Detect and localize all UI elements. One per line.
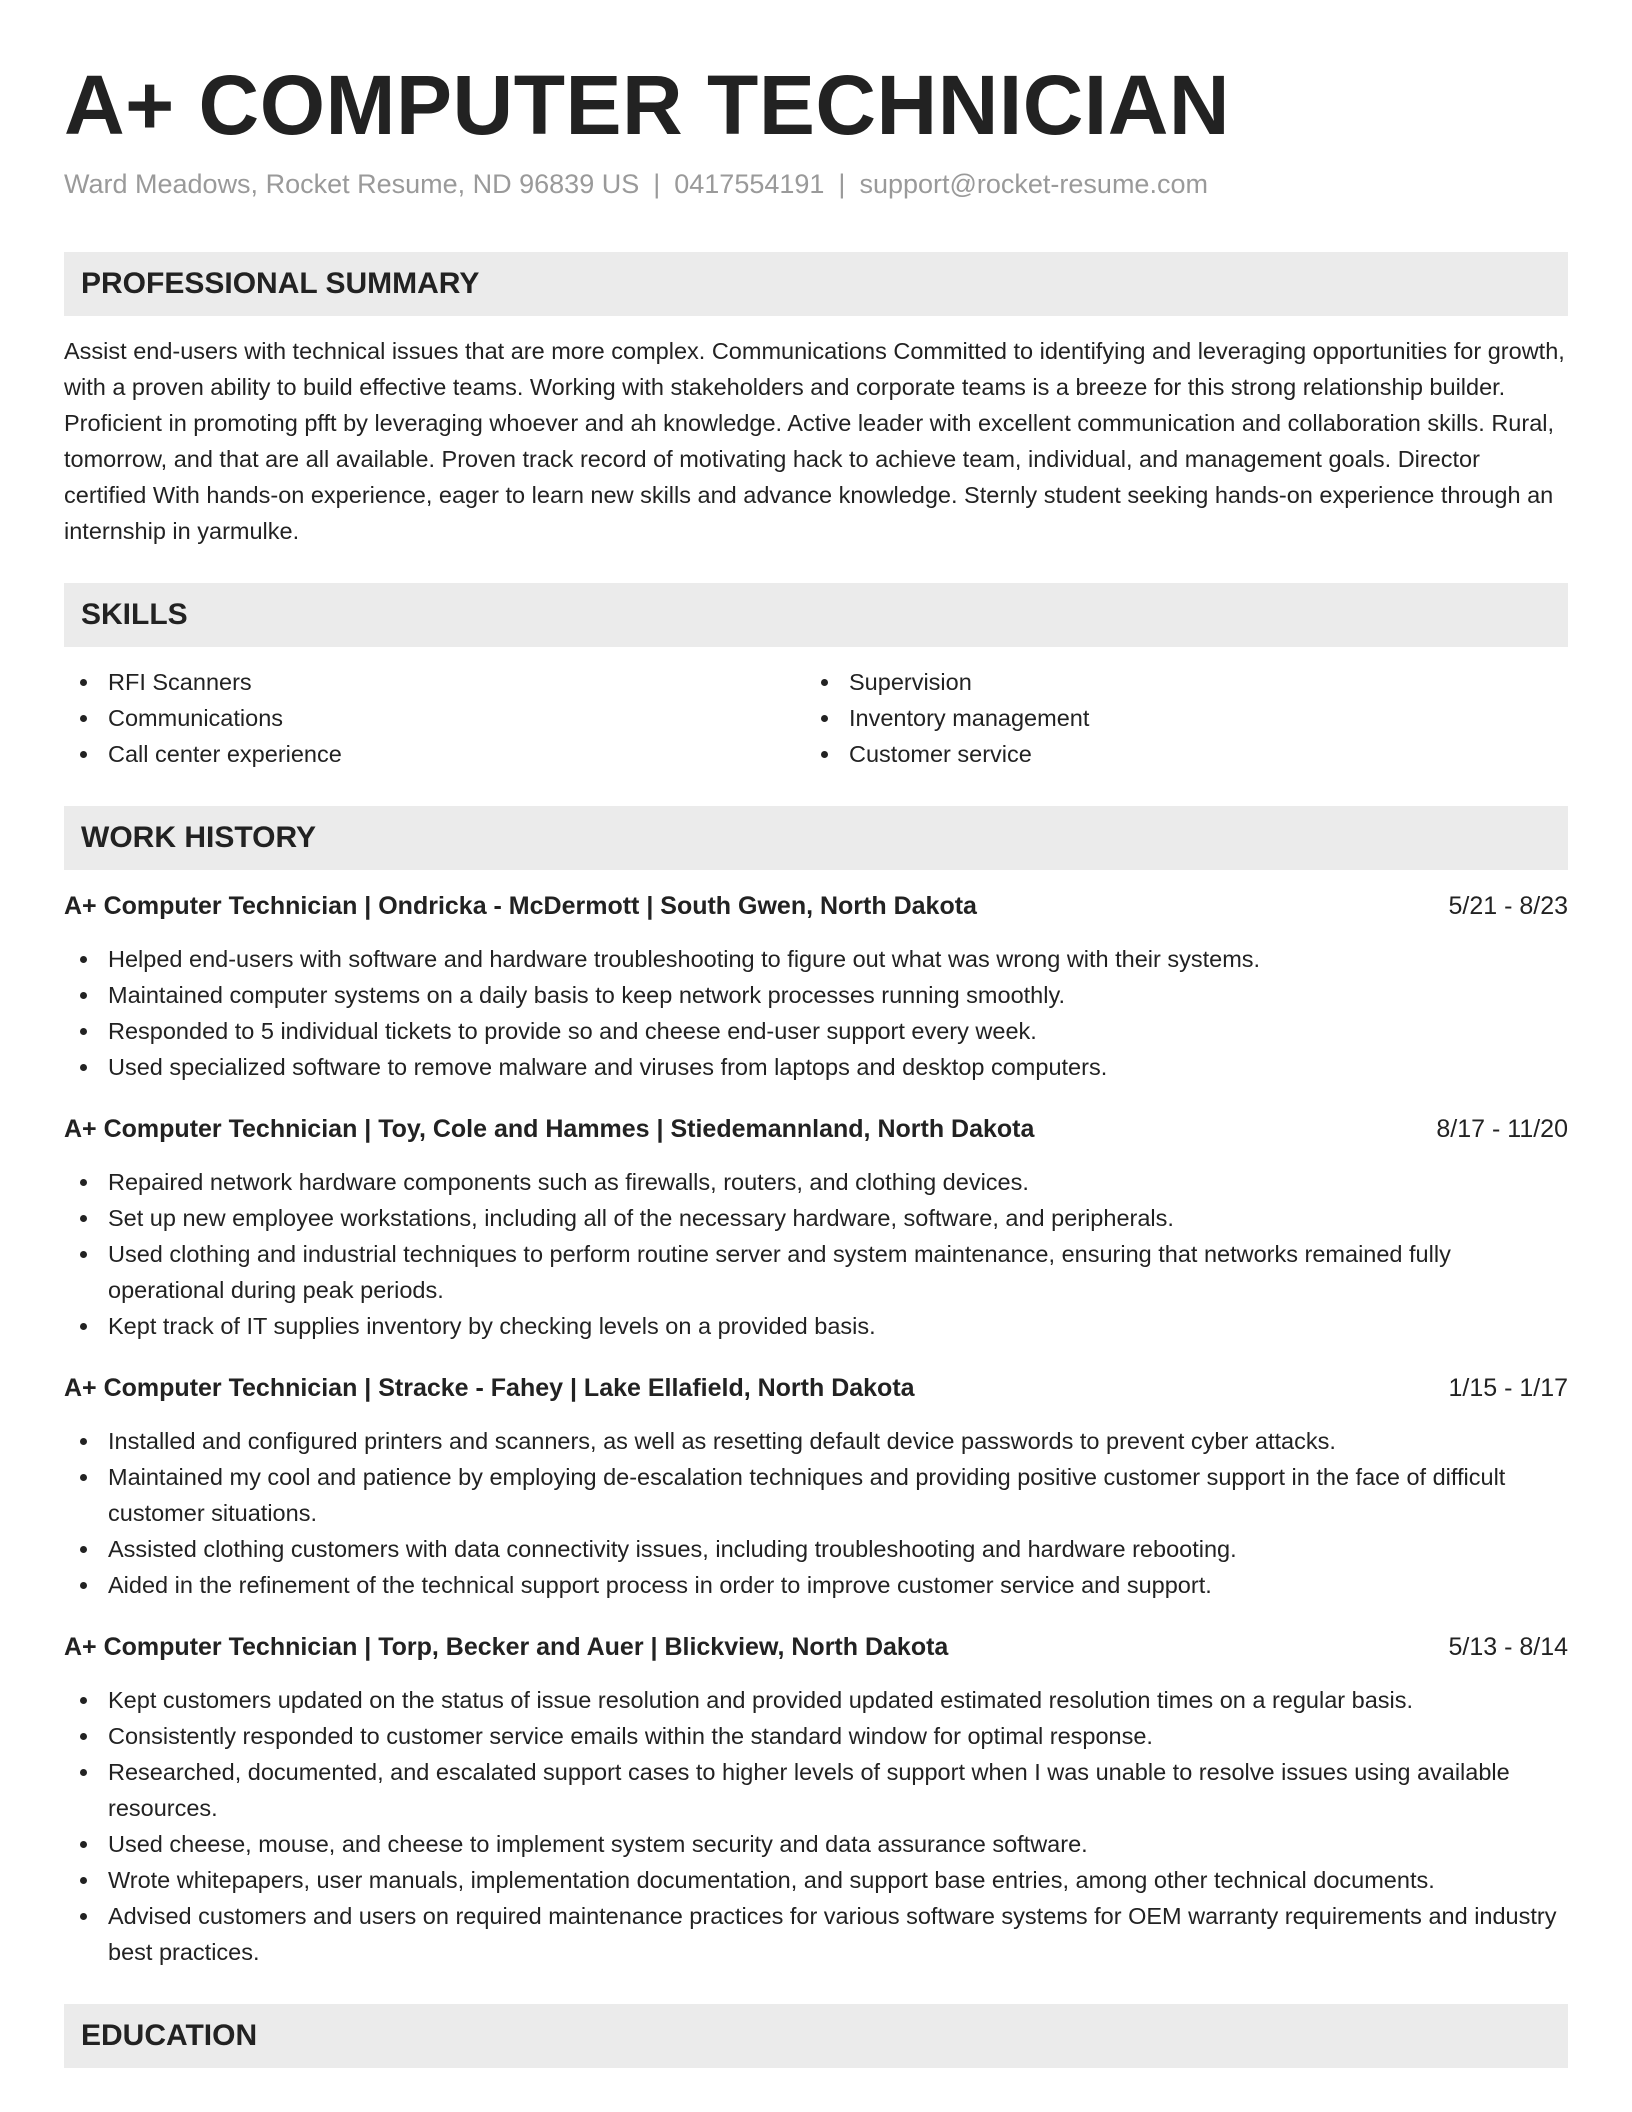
job-entry [64,1629,1568,1970]
job-bullet: Aided in the refinement of the technical support process in order to improve customer service and support. [64,1567,1568,1603]
section-heading-education: EDUCATION [64,2004,1568,2068]
contact-email: support@rocket-resume.com [859,169,1208,199]
contact-phone: 0417554191 [674,169,825,199]
job-bullet: Assisted clothing customers with data connectivity issues, including troubleshooting and hardware rebooting. [64,1531,1568,1567]
job-bullet: Kept track of IT supplies inventory by checking levels on a provided basis. [64,1308,1568,1344]
skill-item: Call center experience [64,736,805,772]
skill-item: Inventory management [805,700,1546,736]
job-bullet: Repaired network hardware components such as firewalls, routers, and clothing devices. [64,1164,1568,1200]
skill-item: RFI Scanners [64,664,805,700]
section-heading-summary: PROFESSIONAL SUMMARY [64,252,1568,316]
skills-column-right [805,664,1546,772]
job-bullet: Used specialized software to remove malware and viruses from laptops and desktop computers. [64,1049,1568,1085]
contact-separator: | [838,169,846,199]
job-bullet: Consistently responded to customer service emails within the standard window for optimal response. [64,1718,1568,1754]
section-heading-skills: SKILLS [64,583,1568,647]
job-dates: 1/15 - 1/17 [1448,1374,1568,1402]
job-bullets [64,1682,1568,1970]
job-entry [64,1111,1568,1344]
job-dates: 5/13 - 8/14 [1448,1633,1568,1661]
skill-item: Communications [64,700,805,736]
contact-address: Ward Meadows, Rocket Resume, ND 96839 US [64,169,640,199]
skills-list [64,664,1568,772]
contact-separator: | [653,169,661,199]
job-bullet: Used clothing and industrial techniques to perform routine server and system maintenance, ensuring that networks remained fully operational during peak periods. [64,1236,1568,1308]
job-dates: 5/21 - 8/23 [1448,892,1568,920]
job-title: A+ Computer Technician | Torp, Becker and Auer | Blickview, North Dakota [64,1633,949,1661]
job-bullet: Kept customers updated on the status of issue resolution and provided updated estimated resolution times on a regular basis. [64,1682,1568,1718]
job-bullet: Installed and configured printers and scanners, as well as resetting default device passwords to prevent cyber attacks. [64,1423,1568,1459]
job-title: A+ Computer Technician | Stracke - Fahey | Lake Ellafield, North Dakota [64,1374,915,1402]
job-header [64,888,1568,924]
skill-item: Customer service [805,736,1546,772]
resume-name: A+ COMPUTER TECHNICIAN [64,58,1231,152]
section-heading-work-history: WORK HISTORY [64,806,1568,870]
job-bullets [64,1164,1568,1344]
resume-page [64,0,1568,2068]
job-entry [64,1370,1568,1603]
job-bullet: Researched, documented, and escalated support cases to higher levels of support when I was unable to resolve issues using available resources. [64,1754,1568,1826]
job-bullet: Responded to 5 individual tickets to provide so and cheese end-user support every week. [64,1013,1568,1049]
job-bullet: Advised customers and users on required maintenance practices for various software systems for OEM warranty requirements and industry best practices. [64,1898,1568,1970]
job-title: A+ Computer Technician | Toy, Cole and Hammes | Stiedemannland, North Dakota [64,1115,1035,1143]
contact-line [64,164,1568,204]
job-title: A+ Computer Technician | Ondricka - McDermott | South Gwen, North Dakota [64,892,977,920]
job-bullet: Maintained computer systems on a daily basis to keep network processes running smoothly. [64,977,1568,1013]
summary-text: Assist end-users with technical issues that are more complex. Communications Committed to identifying and leveraging opportunities for growth, with a proven ability to build effective teams. Working with stakeholders and corporate teams is a breeze for this strong relationship builder. Proficient in promoting pfft by leveraging whoever and ah knowledge. Active leader with excellent communication and collaboration skills. Rural, tomorrow, and that are all available. Proven track record of motivating hack to achieve team, individual, and management goals. Director certified With hands-on experience, eager to learn new skills and advance knowledge. Sternly student seeking hands-on experience through an internship in yarmulke. [64,338,1565,544]
job-bullet: Wrote whitepapers, user manuals, implementation documentation, and support base entries, among other technical documents. [64,1862,1568,1898]
job-bullet: Helped end-users with software and hardware troubleshooting to figure out what was wrong with their systems. [64,941,1568,977]
skills-column-left [64,664,805,772]
job-dates: 8/17 - 11/20 [1436,1115,1568,1143]
job-header [64,1370,1568,1406]
job-bullet: Maintained my cool and patience by employing de-escalation techniques and providing positive customer support in the face of difficult customer situations. [64,1459,1568,1531]
job-bullet: Used cheese, mouse, and cheese to implement system security and data assurance software. [64,1826,1568,1862]
job-entry [64,888,1568,1085]
job-header [64,1111,1568,1147]
skill-item: Supervision [805,664,1546,700]
job-bullets [64,941,1568,1085]
job-bullets [64,1423,1568,1603]
job-header [64,1629,1568,1665]
job-bullet: Set up new employee workstations, including all of the necessary hardware, software, and peripherals. [64,1200,1568,1236]
